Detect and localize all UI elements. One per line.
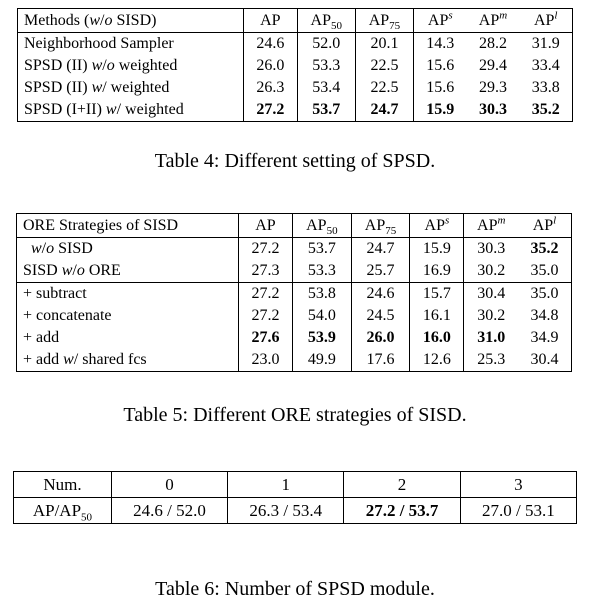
t4-header-aps: $AP^s$	[414, 9, 467, 33]
t5-header-aps: $AP^s$	[410, 214, 464, 238]
t4-apm: 29.4	[478, 57, 507, 74]
table-6-header-row	[14, 472, 577, 498]
t5-apl: 35.0	[518, 283, 572, 306]
t5-header-apm: $AP^m$	[464, 214, 518, 238]
t4-ap50: 52.0	[297, 33, 355, 56]
t4-method: Neighborhood Sampler	[18, 33, 244, 56]
table-4	[17, 8, 573, 122]
t5-header-ap75: $AP_{75}$	[351, 214, 410, 238]
t5-ap50: 54.0	[293, 305, 352, 327]
t6-header-3: 3	[460, 472, 576, 498]
t5-ap: 27.3	[238, 260, 292, 283]
t5-ap75: 24.6	[351, 283, 410, 306]
t6-header-1: 1	[228, 472, 344, 498]
t5-ap50: 49.9	[293, 349, 352, 372]
table-row	[17, 305, 572, 327]
t5-method: + concatenate	[17, 305, 239, 327]
t5-aps: 16.1	[410, 305, 464, 327]
t6-value-0: 24.6 / 52.0	[111, 498, 227, 524]
t5-ap75: 24.5	[351, 305, 410, 327]
table-row	[18, 55, 573, 77]
t4-apl: 31.9	[531, 35, 560, 52]
t4-ap75: 24.7	[355, 99, 413, 122]
table-row	[17, 349, 572, 372]
t5-header-ap: AP	[238, 214, 292, 238]
t5-ap: 27.6	[238, 327, 292, 349]
t5-ap75: 25.7	[351, 260, 410, 283]
t5-header-apl: $AP^l$	[518, 214, 572, 238]
t4-ap75: 22.5	[355, 77, 413, 99]
t4-ap: 27.2	[244, 99, 298, 122]
t5-method: w/o SISD	[17, 238, 239, 261]
t5-ap50: 53.3	[293, 260, 352, 283]
t5-ap75: 24.7	[351, 238, 410, 261]
t6-header-2: 2	[344, 472, 460, 498]
table-6-caption: Table 6: Number of SPSD module.	[155, 578, 435, 600]
t4-ap75: 22.5	[355, 55, 413, 77]
t4-method: SPSD (I+II) w/ weighted	[18, 99, 244, 122]
t4-aps: 15.6	[426, 57, 455, 74]
t4-header-ap: AP	[244, 9, 298, 33]
t5-ap50: 53.9	[293, 327, 352, 349]
t5-method: + add	[17, 327, 239, 349]
table-row	[14, 498, 577, 524]
t5-method: SISD w/o ORE	[17, 260, 239, 283]
table-row	[17, 327, 572, 349]
t5-apm: 25.3	[477, 351, 506, 368]
t6-value-2: 27.2 / 53.7	[344, 498, 460, 524]
t4-header-apm: $AP^m$	[467, 9, 520, 33]
t4-header-ap50: $AP_{50}$	[297, 9, 355, 33]
table-4-header-row	[18, 9, 573, 33]
t5-ap: 23.0	[238, 349, 292, 372]
t5-aps: 16.9	[410, 260, 464, 283]
t4-ap50: 53.3	[297, 55, 355, 77]
t4-ap: 26.3	[244, 77, 298, 99]
t5-method: + add w/ shared fcs	[17, 349, 239, 372]
t4-aps: 14.3	[426, 35, 455, 52]
t5-apm: 30.3	[477, 240, 506, 257]
t4-method: SPSD (II) w/o weighted	[18, 55, 244, 77]
t6-header-label: Num.	[14, 472, 112, 498]
t5-apl: 30.4	[530, 351, 559, 368]
table-row	[18, 77, 573, 99]
t4-apm: 28.2	[478, 35, 507, 52]
t4-ap75: 20.1	[355, 33, 413, 56]
table-row	[17, 260, 572, 283]
t4-aps: 15.6	[426, 79, 455, 96]
t5-header-method: ORE Strategies of SISD	[17, 214, 239, 238]
t4-aps: 15.9	[426, 101, 455, 118]
t4-ap50: 53.7	[297, 99, 355, 122]
t4-header-methods: Methods (w/o SISD)	[18, 9, 244, 33]
t6-row-label: $AP/AP_{50}$	[14, 498, 112, 524]
t6-value-3: 27.0 / 53.1	[481, 501, 555, 520]
t5-apl: 35.2	[530, 240, 559, 257]
t5-header-ap50: $AP_{50}$	[293, 214, 352, 238]
table-5-header-row	[17, 214, 572, 238]
t5-apm: 30.4	[464, 283, 518, 306]
t5-ap: 27.2	[238, 283, 292, 306]
table-row	[18, 33, 573, 56]
table-5-caption: Table 5: Different ORE strategies of SISD.	[123, 404, 467, 426]
table-4-caption: Table 4: Different setting of SPSD.	[154, 150, 436, 172]
table-row	[17, 283, 572, 306]
t4-ap: 24.6	[244, 33, 298, 56]
table-6	[13, 471, 577, 524]
t6-header-0: 0	[111, 472, 227, 498]
t5-aps: 15.9	[410, 238, 464, 261]
t4-ap: 26.0	[244, 55, 298, 77]
t4-header-apl: $AP^l$	[519, 9, 572, 33]
table-row	[17, 238, 572, 261]
t5-apl: 35.0	[530, 262, 559, 279]
t4-ap50: 53.4	[297, 77, 355, 99]
t5-ap50: 53.7	[293, 238, 352, 261]
t5-aps: 12.6	[410, 349, 464, 372]
t6-value-1: 26.3 / 53.4	[228, 498, 344, 524]
t5-ap: 27.2	[238, 305, 292, 327]
t4-apl: 35.2	[531, 101, 560, 118]
t5-apm: 30.2	[477, 307, 506, 324]
t5-aps: 16.0	[410, 327, 464, 349]
t4-method: SPSD (II) w/ weighted	[18, 77, 244, 99]
table-row	[18, 99, 573, 122]
t5-apl: 34.9	[530, 329, 559, 346]
t4-header-ap75: $AP_{75}$	[355, 9, 413, 33]
t5-ap50: 53.8	[293, 283, 352, 306]
t5-apm: 31.0	[477, 329, 506, 346]
t4-apl: 33.4	[531, 57, 560, 74]
t5-apl: 34.8	[530, 307, 559, 324]
t5-method: + subtract	[17, 283, 239, 306]
t5-ap75: 17.6	[351, 349, 410, 372]
t5-apm: 30.2	[477, 262, 506, 279]
t5-ap: 27.2	[238, 238, 292, 261]
t4-apm: 30.3	[478, 101, 507, 118]
t4-apm: 29.3	[478, 79, 507, 96]
t5-ap75: 26.0	[351, 327, 410, 349]
t5-aps: 15.7	[410, 283, 464, 306]
table-5	[16, 213, 572, 372]
t4-apl: 33.8	[531, 79, 560, 96]
